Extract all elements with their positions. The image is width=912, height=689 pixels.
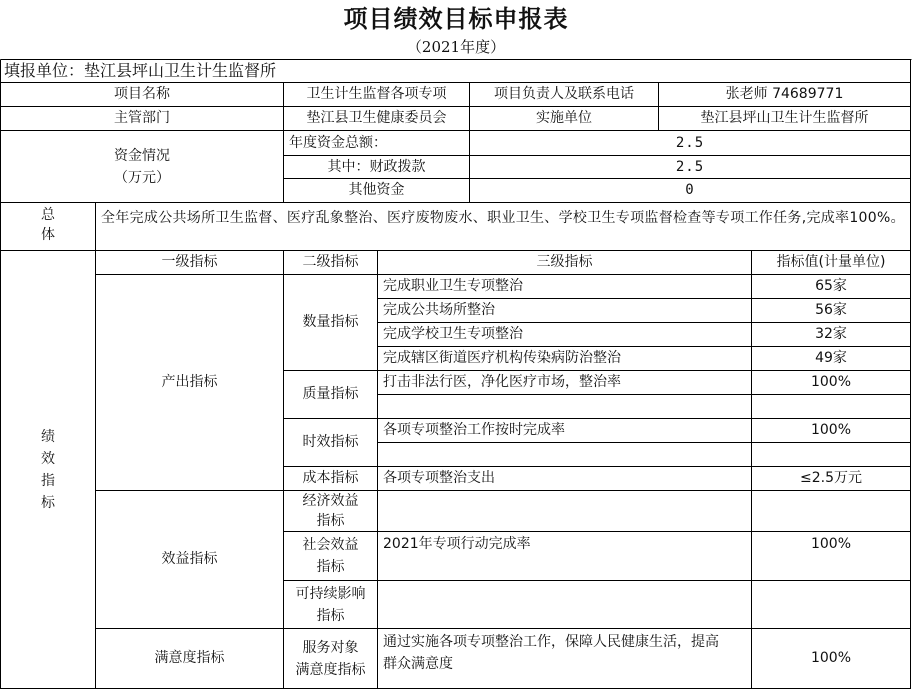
quantity-item-1-value: 65家 bbox=[815, 278, 847, 294]
funds-total-value: 2.5 bbox=[675, 134, 705, 151]
satisfaction-item-name: 通过实施各项专项整治工作，保障人民健康生活，提高群众满意度 bbox=[383, 634, 719, 672]
goal-label bbox=[1, 203, 95, 250]
goal-label-char-2: 体 bbox=[41, 227, 55, 243]
page-title: 项目绩效目标申报表 bbox=[343, 4, 569, 33]
funds-label-line1: 资金情况 bbox=[114, 147, 170, 164]
quality-indicator-label: 质量指标 bbox=[302, 386, 359, 402]
impl-value: 垫江县坪山卫生计生监督所 bbox=[700, 110, 869, 126]
quantity-item-4-name: 完成辖区街道医疗机构传染病防治整治 bbox=[383, 350, 621, 366]
funds-label bbox=[1, 131, 283, 202]
time-indicator-label: 时效指标 bbox=[302, 434, 359, 450]
fill-unit-label: 填报单位： bbox=[4, 61, 85, 80]
satisfaction-indicator-label: 满意度指标 bbox=[154, 650, 225, 666]
time-item-name: 各项专项整治工作按时完成率 bbox=[383, 422, 565, 438]
sustain-label-line1: 可持续影响 bbox=[295, 585, 366, 602]
perf-label bbox=[1, 251, 95, 688]
satisfaction-item-value: 100% bbox=[810, 650, 852, 666]
social-label-line2: 指标 bbox=[316, 559, 345, 575]
social-item-name: 2021年专项行动完成率 bbox=[383, 535, 531, 552]
service-satisfaction-line2: 满意度指标 bbox=[295, 661, 366, 678]
social-item-value: 100% bbox=[810, 535, 852, 552]
fill-unit-row bbox=[4, 60, 276, 82]
project-name-value: 卫生计生监督各项专项 bbox=[306, 86, 447, 102]
header-level2: 二级指标 bbox=[302, 254, 359, 270]
header-value: 指标值(计量单位) bbox=[776, 254, 886, 270]
cost-item-name: 各项专项整治支出 bbox=[383, 470, 495, 486]
time-item-value: 100% bbox=[810, 422, 852, 438]
fill-unit-value: 垫江县坪山卫生计生监督所 bbox=[84, 61, 277, 80]
sustain-indicator-label bbox=[284, 581, 377, 628]
dept-value: 垫江县卫生健康委员会 bbox=[306, 110, 447, 126]
social-indicator-label bbox=[284, 532, 377, 580]
funds-fiscal-value: 2.5 bbox=[675, 158, 705, 175]
benefit-indicator-label: 效益指标 bbox=[161, 551, 218, 567]
impl-label: 实施单位 bbox=[536, 110, 592, 126]
quantity-item-4-value: 49家 bbox=[815, 350, 847, 366]
year-subtitle: （2021年度） bbox=[406, 38, 506, 56]
project-name-label: 项目名称 bbox=[114, 86, 170, 102]
sustain-label-line2: 指标 bbox=[316, 607, 345, 624]
quality-item-name: 打击非法行医，净化医疗市场，整治率 bbox=[383, 374, 621, 390]
funds-other-value: 0 bbox=[685, 182, 695, 198]
dept-label: 主管部门 bbox=[114, 110, 170, 126]
contact-value: 张老师 74689771 bbox=[725, 86, 844, 102]
perf-label-char-3: 指 bbox=[41, 472, 55, 489]
service-satisfaction-line1: 服务对象 bbox=[302, 639, 359, 656]
quantity-item-2-value: 56家 bbox=[815, 302, 847, 318]
quantity-item-1-name: 完成职业卫生专项整治 bbox=[383, 278, 523, 294]
cost-indicator-label: 成本指标 bbox=[302, 470, 359, 486]
quantity-item-2-name: 完成公共场所整治 bbox=[383, 302, 495, 318]
funds-label-line2: （万元） bbox=[114, 169, 170, 186]
contact-label: 项目负责人及联系电话 bbox=[494, 86, 634, 102]
goal-text: 全年完成公共场所卫生监督、医疗乱象整治、医疗废物废水、职业卫生、学校卫生专项监督检查等专项工作任务,完成率100%。 bbox=[101, 210, 905, 226]
quantity-indicator-label: 数量指标 bbox=[302, 314, 359, 330]
header-level3: 三级指标 bbox=[536, 254, 593, 270]
cost-item-value: ≤2.5万元 bbox=[800, 470, 862, 486]
quantity-item-3-name: 完成学校卫生专项整治 bbox=[383, 326, 523, 342]
service-satisfaction-label bbox=[284, 629, 377, 688]
perf-label-char-1: 绩 bbox=[41, 428, 55, 445]
quality-item-value: 100% bbox=[810, 374, 852, 390]
funds-fiscal-label: 其中：财政拨款 bbox=[327, 158, 426, 175]
economic-label-line2: 指标 bbox=[316, 513, 345, 529]
economic-indicator-label bbox=[284, 491, 377, 531]
output-indicator-label: 产出指标 bbox=[161, 374, 218, 390]
goal-label-char-1: 总 bbox=[41, 207, 55, 223]
perf-label-char-2: 效 bbox=[41, 450, 55, 467]
funds-other-label: 其他资金 bbox=[348, 182, 405, 198]
perf-label-char-4: 标 bbox=[41, 494, 55, 511]
funds-total-label: 年度资金总额： bbox=[289, 134, 387, 151]
social-label-line1: 社会效益 bbox=[302, 537, 359, 553]
quantity-item-3-value: 32家 bbox=[815, 326, 847, 342]
header-level1: 一级指标 bbox=[161, 254, 218, 270]
economic-label-line1: 经济效益 bbox=[302, 493, 359, 509]
